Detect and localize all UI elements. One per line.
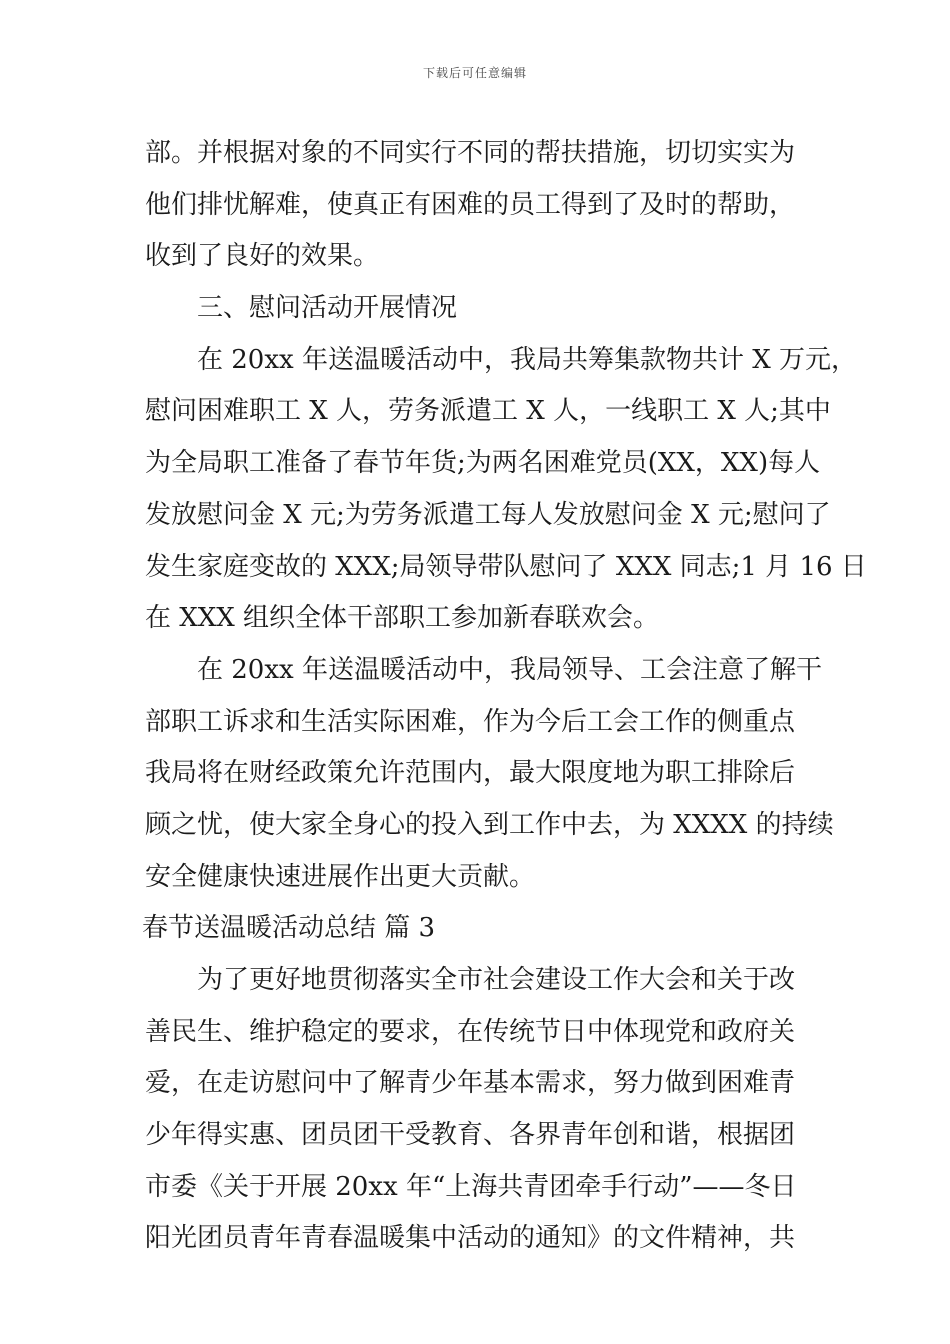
text-line: 为全局职工准备了春节年货;为两名困难党员(XX，XX)每人 [145,448,821,479]
text-line: 阳光团员青年青春温暖集中活动的通知》的文件精神，共 [145,1223,796,1254]
text-line: 安全健康快速进展作出更大贡献。 [145,861,536,892]
text-line: 慰问困难职工 X 人，劳务派遣工 X 人，一线职工 X 人;其中 [145,396,831,427]
article-title: 春节送温暖活动总结 篇 3 [142,913,436,944]
page-header: 下载后可任意编辑 [422,66,527,80]
text-line: 市委《关于开展 20xx 年“上海共青团牵手行动”——冬日 [145,1171,797,1202]
text-line: 部。并根据对象的不同实行不同的帮扶措施，切切实实为 [145,138,796,168]
text-line: 部职工诉求和生活实际困难，作为今后工会工作的侧重点 [145,706,796,737]
document-body [142,128,867,1265]
paragraph-start: 为了更好地贯彻落实全市社会建设工作大会和关于改 [197,965,796,995]
section-heading: 三、慰问活动开展情况 [197,293,458,324]
text-line: 发生家庭变故的 XXX;局领导带队慰问了 XXX 同志;1 月 16 日 [145,551,867,582]
text-line: 爱，在走访慰问中了解青少年基本需求，努力做到困难青 [145,1068,796,1099]
text-line: 少年得实惠、团员团干受教育、各界青年创和谐，根据团 [145,1120,796,1151]
paragraph-start: 在 20xx 年送温暖活动中，我局领导、工会注意了解干 [197,654,822,685]
text-line: 我局将在财经政策允许范围内，最大限度地为职工排除后 [145,758,796,789]
text-line: 在 XXX 组织全体干部职工参加新春联欢会。 [145,603,660,634]
text-line: 善民生、维护稳定的要求，在传统节日中体现党和政府关 [145,1016,796,1047]
text-line: 顾之忧，使大家全身心的投入到工作中去，为 XXXX 的持续 [145,809,834,840]
text-line: 发放慰问金 X 元;为劳务派遣工每人发放慰问金 X 元;慰问了 [145,499,831,530]
paragraph-start: 在 20xx 年送温暖活动中，我局共筹集款物共计 X 万元， [197,344,857,375]
text-line: 他们排忧解难，使真正有困难的员工得到了及时的帮助， [145,189,796,220]
text-line: 收到了良好的效果。 [145,241,380,272]
